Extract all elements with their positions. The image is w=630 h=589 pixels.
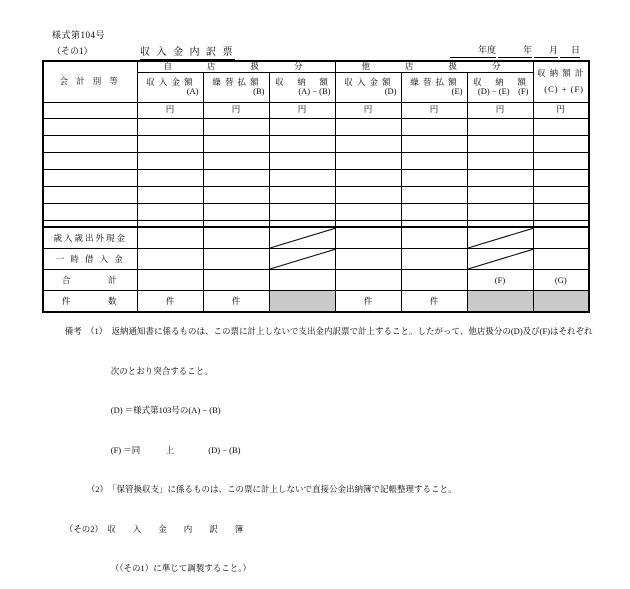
cell-other-transfer[interactable] [401,135,467,152]
table-row [43,169,589,186]
summary-row-total [43,270,589,291]
date-nen: 年 [498,43,532,58]
header-self-transfer-label: 繰 替 払 額 [212,76,260,87]
cell-other-transfer[interactable] [401,249,467,270]
cell-other-income-yen[interactable]: 円 [335,102,401,118]
cell-other-transfer[interactable] [401,228,467,249]
cell-other-transfer[interactable] [401,203,467,220]
header-self-transfer-mark: (B) [253,86,265,97]
notes-item-5: （2） 「保管換収支」に係るものは、この票に計上しないで直接公金出納簿で記帳整理すること。 [86,484,457,495]
table-row-yen [43,102,589,118]
header-self-received-label: 収 納 額 [275,76,329,87]
cell-other-received[interactable] [467,186,533,203]
header-group-other: 他 店 扱 分 [335,61,533,72]
cell-self-transfer[interactable] [203,118,269,135]
date-nendo: 年度 [450,43,496,58]
cell-other-received-mark-f[interactable]: (F) [467,270,533,291]
notes-item-4: (F) ＝同 上 (D) − (B) [110,444,241,455]
cell-total-yen[interactable]: 円 [533,102,589,118]
cell-kaikei[interactable] [43,118,137,135]
summary-label-gaikin: 歳入歳出外現金 [43,228,137,249]
header-total-label: 収 納 額 計 [537,68,585,79]
header-other-transfer [401,72,467,102]
cell-kaikei[interactable] [43,169,137,186]
cell-total[interactable] [533,203,589,220]
cell-other-transfer[interactable] [401,270,467,291]
sep-cell [335,220,401,226]
cell-other-received-shaded [467,291,533,313]
notes-line-1 [52,312,592,352]
cell-other-received-yen[interactable]: 円 [467,102,533,118]
cell-other-income[interactable] [335,228,401,249]
header-self-received-mark: (A) − (B) [298,86,331,97]
notes-line-7 [52,549,592,589]
header-self-income-mark: (A) [186,86,199,97]
cell-self-transfer[interactable] [203,203,269,220]
summary-label-count: 件 数 [43,291,137,313]
header-other-received-label: 収 納 額 [473,76,527,87]
notes-item-2: 次のとおり突合すること。 [110,365,213,376]
cell-self-income[interactable] [137,270,203,291]
cell-kaikei[interactable] [43,186,137,203]
cell-total[interactable] [533,135,589,152]
cell-other-transfer[interactable] [401,118,467,135]
cell-self-transfer[interactable] [203,186,269,203]
notes-section [52,312,592,589]
header-other-income-mark: (D) [384,86,397,97]
cell-other-transfer[interactable] [401,152,467,169]
notes-heading: 備考 [64,326,82,337]
cell-self-received-crossed [269,228,335,249]
table-row [43,152,589,169]
header-kaikei: 会 計 別 等 [43,61,137,102]
sep-cell [533,220,589,226]
cell-total[interactable] [533,118,589,135]
notes-item-1: （1） 返納通知書に係るものは、この票に計上しないで支出金内訳票で計上すること。したがって、他店扱分の(D)及び(F)はそれぞれ [86,326,593,337]
header-self-transfer [203,72,269,102]
cell-other-income[interactable] [335,249,401,270]
cell-self-income[interactable] [137,135,203,152]
sep-cell [401,220,467,226]
header-other-income [335,72,401,102]
sep-cell [43,220,137,226]
cell-other-received[interactable] [467,135,533,152]
cell-self-received-crossed [269,249,335,270]
notes-line-3 [52,391,592,431]
cell-self-income[interactable] [137,203,203,220]
cell-self-transfer-count[interactable]: 件 [203,291,269,313]
cell-kaikei[interactable] [43,102,137,118]
cell-self-received[interactable] [269,186,335,203]
cell-self-income[interactable] [137,118,203,135]
cell-other-income[interactable] [335,152,401,169]
header-total-mark: (C) + (F) [544,83,584,94]
sep-cell [203,220,269,226]
header-self-received [269,72,335,102]
summary-row-ichiji [43,249,589,270]
cell-other-income[interactable] [335,270,401,291]
sep-cell [467,220,533,226]
notes-line-5 [52,470,592,510]
cell-other-transfer[interactable] [401,169,467,186]
notes-item-6: （その2） 収 入 金 内 訳 簿 [64,523,244,534]
cell-total[interactable] [533,186,589,203]
cell-total-mark-g[interactable]: (G) [533,270,589,291]
cell-self-transfer[interactable] [203,152,269,169]
notes-item-7: （（その1）に準じて調製すること。） [110,563,252,574]
summary-table [42,227,590,313]
table-header-row-groups [43,61,589,72]
summary-label-ichiji: 一 時 借 入 金 [43,249,137,270]
cell-self-income[interactable] [137,186,203,203]
cell-self-income[interactable] [137,169,203,186]
date-tsuki: 月 [534,43,558,58]
header-other-received [467,72,533,102]
cell-self-transfer[interactable] [203,249,269,270]
cell-kaikei[interactable] [43,135,137,152]
document-title: 収 入 金 内 訳 票 [140,43,235,60]
cell-self-transfer[interactable] [203,270,269,291]
cell-self-income[interactable] [137,249,203,270]
cell-other-received[interactable] [467,169,533,186]
cell-other-income[interactable] [335,135,401,152]
cell-self-received[interactable] [269,270,335,291]
cell-other-income[interactable] [335,203,401,220]
cell-other-income[interactable] [335,186,401,203]
cell-other-transfer-yen[interactable]: 円 [401,102,467,118]
cell-total[interactable] [533,152,589,169]
cell-other-received[interactable] [467,152,533,169]
summary-row-count [43,291,589,313]
cell-other-transfer[interactable] [401,186,467,203]
cell-self-income-count[interactable]: 件 [137,291,203,313]
table-separator-row [43,220,589,226]
notes-item-3: (D) ＝様式第103号の(A) − (B) [110,405,221,416]
cell-other-received[interactable] [467,203,533,220]
table-row [43,135,589,152]
form-number: 様式第104号 [52,30,106,40]
cell-other-received-crossed [467,249,533,270]
cell-kaikei[interactable] [43,203,137,220]
header-total [533,61,589,102]
header-group-self: 自 店 扱 分 [137,61,335,72]
summary-label-total: 合 計 [43,270,137,291]
breakdown-table [42,60,590,227]
cell-self-transfer-yen[interactable]: 円 [203,102,269,118]
date-hi: 日 [560,43,580,58]
table-row [43,203,589,220]
notes-line-6 [52,510,592,550]
notes-line-2 [52,352,592,392]
cell-self-received[interactable] [269,135,335,152]
cell-self-income[interactable] [137,152,203,169]
cell-other-income[interactable] [335,118,401,135]
cell-self-received-shaded [269,291,335,313]
notes-line-4 [52,431,592,471]
cell-total[interactable] [533,249,589,270]
sep-cell [137,220,203,226]
cell-other-income[interactable] [335,169,401,186]
header-self-income-label: 収 入 金 額 [146,76,194,87]
cell-self-received[interactable] [269,152,335,169]
cell-total-shaded [533,291,589,313]
header-other-income-label: 収 入 金 額 [344,76,392,87]
cell-self-transfer[interactable] [203,169,269,186]
cell-self-transfer[interactable] [203,228,269,249]
table-row [43,186,589,203]
cell-self-received-yen[interactable]: 円 [269,102,335,118]
cell-other-received[interactable] [467,118,533,135]
table-row [43,118,589,135]
form-sub-number: （その1） [52,46,93,56]
summary-row-gaikin [43,228,589,249]
header-other-received-mark: (D) − (E) (F) [477,86,529,97]
cell-total[interactable] [533,228,589,249]
header-self-income [137,72,203,102]
date-line [428,43,580,58]
cell-kaikei[interactable] [43,152,137,169]
cell-total[interactable] [533,169,589,186]
cell-other-transfer-count[interactable]: 件 [401,291,467,313]
header-other-transfer-mark: (E) [451,86,463,97]
cell-self-received[interactable] [269,169,335,186]
cell-self-income-yen[interactable]: 円 [137,102,203,118]
cell-other-income-count[interactable]: 件 [335,291,401,313]
header-other-transfer-label: 繰 替 払 額 [410,76,458,87]
cell-self-income[interactable] [137,228,203,249]
cell-self-transfer[interactable] [203,135,269,152]
cell-other-received-crossed [467,228,533,249]
cell-self-received[interactable] [269,203,335,220]
sep-cell [269,220,335,226]
cell-self-received[interactable] [269,118,335,135]
